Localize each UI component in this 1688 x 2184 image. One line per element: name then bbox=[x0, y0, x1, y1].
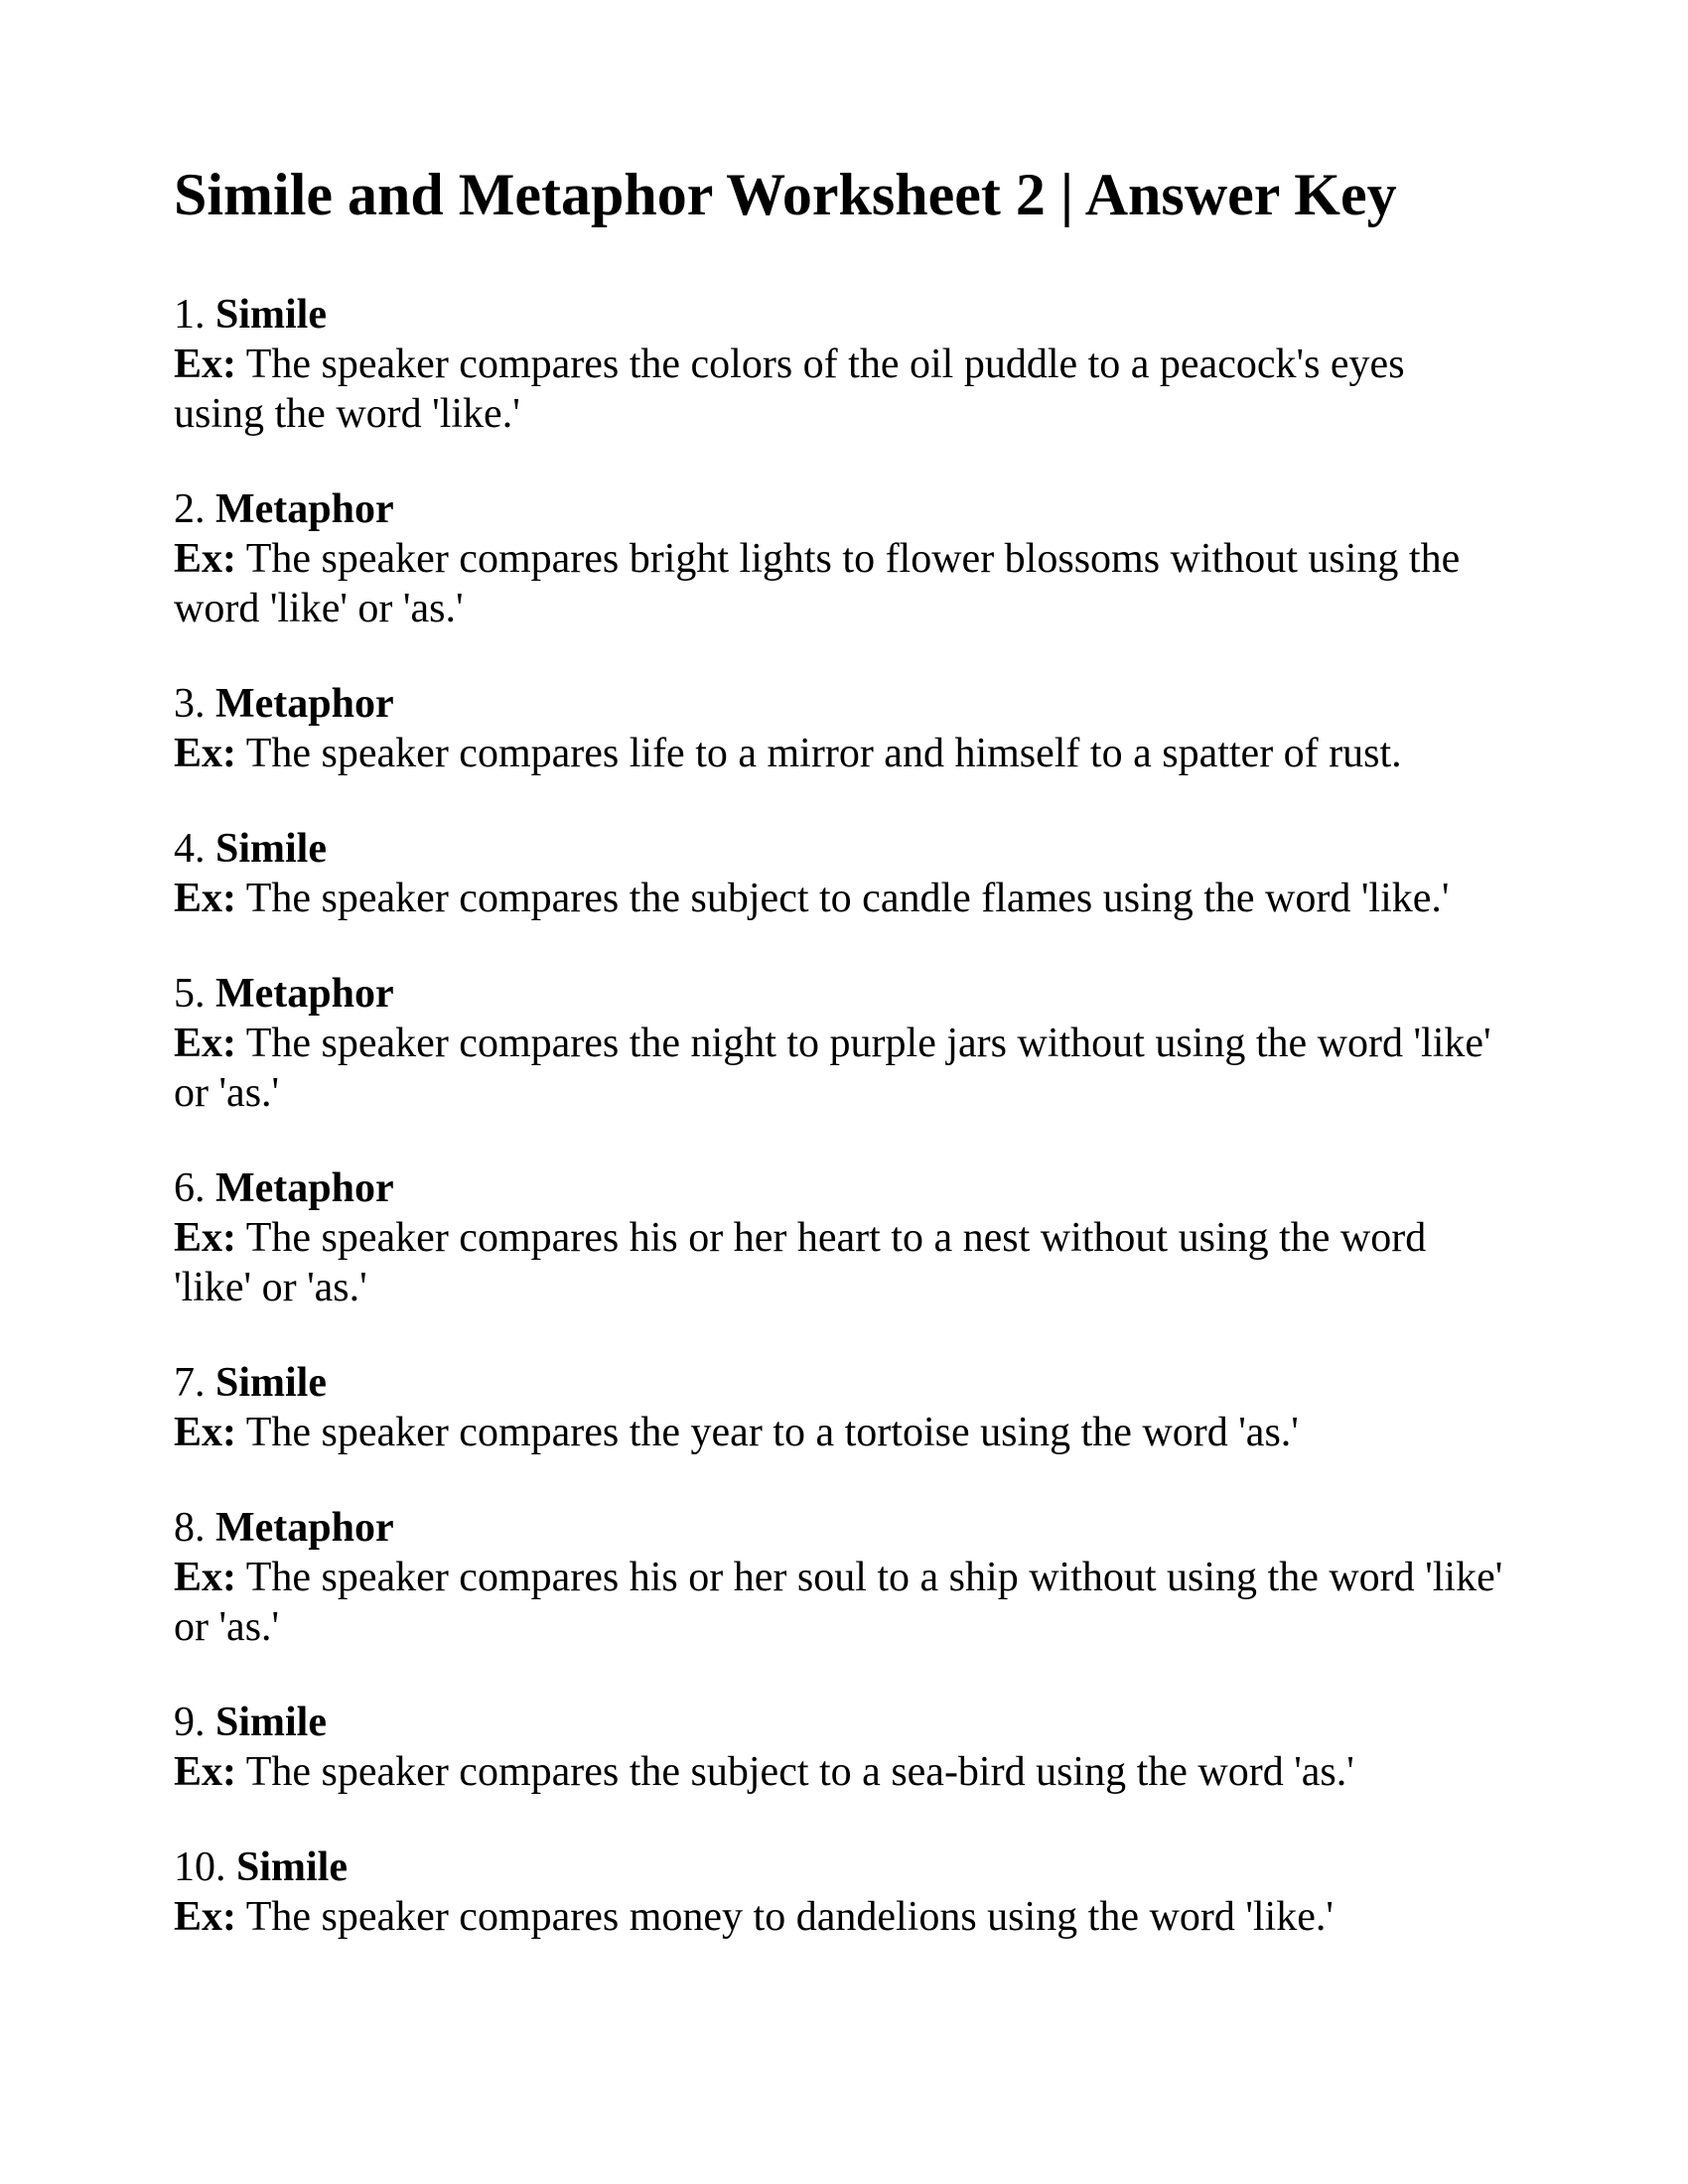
item-answer-line bbox=[174, 824, 1504, 874]
ex-label: Ex: bbox=[174, 1894, 236, 1940]
item-explanation-line bbox=[174, 874, 1504, 923]
item-answer-line bbox=[174, 1503, 1504, 1553]
worksheet-item-5 bbox=[174, 969, 1504, 1118]
item-answer-line bbox=[174, 969, 1504, 1019]
item-explanation-line bbox=[174, 340, 1504, 439]
ex-label: Ex: bbox=[174, 536, 236, 582]
worksheet-item-3 bbox=[174, 679, 1504, 778]
item-answer-line bbox=[174, 484, 1504, 534]
page-title: Simile and Metaphor Worksheet 2 | Answer Key bbox=[174, 162, 1397, 227]
item-answer: Metaphor bbox=[215, 1165, 394, 1211]
item-answer: Metaphor bbox=[215, 486, 394, 532]
item-explanation-line bbox=[174, 729, 1504, 778]
item-number: 7. bbox=[174, 1360, 206, 1406]
ex-text: The speaker compares bright lights to flower blossoms without using the word 'like' or 'as.' bbox=[174, 536, 1461, 631]
item-explanation-line bbox=[174, 1019, 1504, 1118]
ex-label: Ex: bbox=[174, 341, 236, 387]
item-explanation-line bbox=[174, 534, 1504, 633]
item-answer: Simile bbox=[215, 292, 327, 338]
ex-text: The speaker compares the colors of the oil puddle to a peacock's eyes using the word 'like.' bbox=[174, 341, 1405, 437]
ex-text: The speaker compares his or her soul to a ship without using the word 'like' or 'as.' bbox=[174, 1555, 1503, 1650]
item-number: 6. bbox=[174, 1165, 206, 1211]
worksheet-item-10 bbox=[174, 1843, 1504, 1942]
item-number: 10. bbox=[174, 1844, 226, 1890]
item-number: 4. bbox=[174, 826, 206, 872]
worksheet-item-9 bbox=[174, 1698, 1504, 1797]
ex-text: The speaker compares the night to purple jars without using the word 'like' or 'as.' bbox=[174, 1021, 1491, 1116]
ex-label: Ex: bbox=[174, 1749, 236, 1795]
worksheet-item-7 bbox=[174, 1358, 1504, 1457]
item-answer: Metaphor bbox=[215, 1505, 394, 1551]
worksheet-item-2 bbox=[174, 484, 1504, 633]
item-number: 3. bbox=[174, 681, 206, 727]
item-explanation-line bbox=[174, 1553, 1504, 1652]
ex-text: The speaker compares his or her heart to a nest without using the word 'like' or 'as.' bbox=[174, 1215, 1427, 1310]
item-answer: Simile bbox=[215, 1360, 327, 1406]
item-number: 1. bbox=[174, 292, 206, 338]
item-number: 2. bbox=[174, 486, 206, 532]
ex-text: The speaker compares the subject to candle flames using the word 'like.' bbox=[245, 876, 1450, 921]
item-answer: Simile bbox=[215, 826, 327, 872]
worksheet-item-8 bbox=[174, 1503, 1504, 1652]
worksheet-item-6 bbox=[174, 1163, 1504, 1312]
item-number: 5. bbox=[174, 971, 206, 1017]
ex-text: The speaker compares money to dandelions using the word 'like.' bbox=[245, 1894, 1334, 1940]
ex-text: The speaker compares the year to a tortoise using the word 'as.' bbox=[245, 1410, 1299, 1455]
item-answer: Metaphor bbox=[215, 971, 394, 1017]
ex-label: Ex: bbox=[174, 876, 236, 921]
item-answer: Metaphor bbox=[215, 681, 394, 727]
ex-label: Ex: bbox=[174, 1215, 236, 1261]
item-answer-line bbox=[174, 679, 1504, 729]
ex-label: Ex: bbox=[174, 731, 236, 776]
item-answer-line bbox=[174, 1358, 1504, 1408]
item-number: 8. bbox=[174, 1505, 206, 1551]
ex-text: The speaker compares the subject to a sea-bird using the word 'as.' bbox=[245, 1749, 1354, 1795]
item-explanation-line bbox=[174, 1747, 1504, 1797]
ex-label: Ex: bbox=[174, 1555, 236, 1600]
ex-text: The speaker compares life to a mirror and himself to a spatter of rust. bbox=[245, 731, 1402, 776]
item-answer-line bbox=[174, 1843, 1504, 1892]
item-number: 9. bbox=[174, 1700, 206, 1745]
worksheet-item-1 bbox=[174, 290, 1504, 439]
item-explanation-line bbox=[174, 1408, 1504, 1457]
item-answer-line bbox=[174, 290, 1504, 340]
item-answer: Simile bbox=[215, 1700, 327, 1745]
item-answer-line bbox=[174, 1163, 1504, 1213]
worksheet-item-4 bbox=[174, 824, 1504, 923]
item-explanation-line bbox=[174, 1213, 1504, 1312]
item-explanation-line bbox=[174, 1892, 1504, 1942]
ex-label: Ex: bbox=[174, 1410, 236, 1455]
answer-list bbox=[174, 290, 1504, 1942]
ex-label: Ex: bbox=[174, 1021, 236, 1066]
item-answer: Simile bbox=[236, 1844, 348, 1890]
item-answer-line bbox=[174, 1698, 1504, 1747]
